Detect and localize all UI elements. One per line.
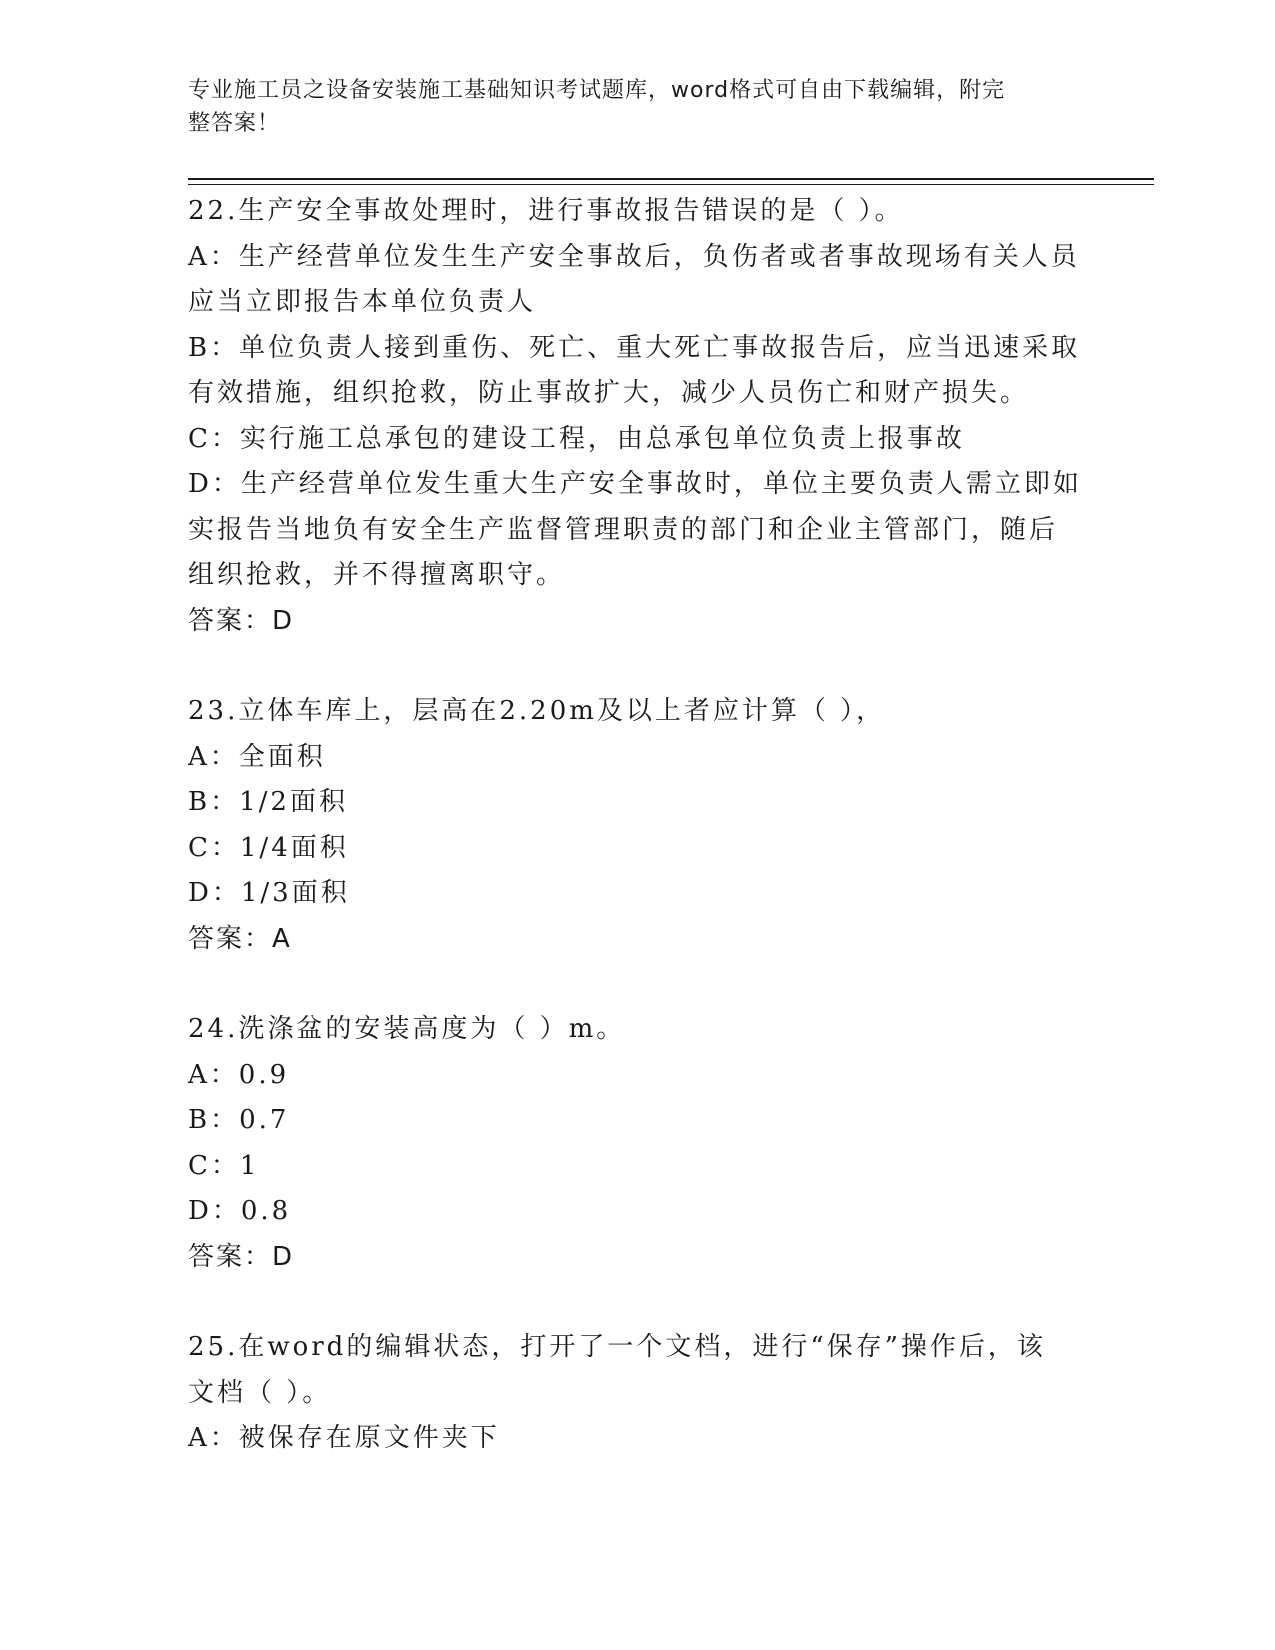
question-22 [188, 189, 1088, 644]
option-text: A：0.9 [188, 1059, 290, 1090]
option-text: 组织抢救，并不得擅离职守。 [188, 560, 566, 590]
answer-line: 答案：D [188, 1241, 295, 1272]
question-stem: 24.洗涤盆的安装高度为（ ）m。 [188, 1014, 626, 1044]
option-text: 实报告当地负有安全生产监督管理职责的部门和企业主管部门，随后 [188, 514, 1059, 545]
option-text: D：1/3面积 [188, 878, 350, 908]
option-text: 有效措施，组织抢救，防止事故扩大，减少人员伤亡和财产损失。 [188, 378, 1030, 408]
option-text: B：单位负责人接到重伤、死亡、重大死亡事故报告后，应当迅速采取 [188, 332, 1081, 363]
question-stem-continued: 文档（ ）。 [188, 1377, 332, 1408]
question-stem: 25.在word的编辑状态，打开了一个文档，进行“保存”操作后，该 [188, 1332, 1046, 1362]
question-stem: 23.立体车库上，层高在2.20m及以上者应计算（ ）， [188, 696, 886, 726]
option-text: D：生产经营单位发生重大生产安全事故时，单位主要负责人需立即如 [188, 469, 1082, 499]
answer-line: 答案：A [188, 923, 292, 954]
option-text: B：0.7 [188, 1105, 290, 1135]
question-25 [188, 1325, 1088, 1462]
option-text: C：1 [188, 1150, 260, 1181]
answer-line: 答案：D [188, 605, 295, 636]
option-text: A：生产经营单位发生生产安全事故后，负伤者或者事故现场有关人员 [188, 241, 1080, 272]
header-divider-thin [188, 184, 1154, 185]
question-24 [188, 1007, 1088, 1280]
option-text: A：全面积 [188, 741, 326, 772]
document-header [188, 74, 1068, 140]
option-text: C：1/4面积 [188, 832, 349, 863]
question-list [188, 189, 1088, 1507]
option-text: B：1/2面积 [188, 787, 348, 817]
option-text: A：被保存在原文件夹下 [188, 1423, 500, 1453]
option-text: 应当立即报告本单位负责人 [188, 287, 537, 317]
header-line: 专业施工员之设备安装施工基础知识考试题库，word格式可自由下载编辑，附完 [188, 78, 1006, 103]
question-stem: 22.生产安全事故处理时，进行事故报告错误的是（ ）。 [188, 196, 904, 226]
option-text: C：实行施工总承包的建设工程，由总承包单位负责上报事故 [188, 423, 965, 454]
option-text: D：0.8 [188, 1196, 292, 1226]
question-23 [188, 689, 1088, 962]
header-line: 整答案！ [188, 111, 281, 136]
header-divider-thick [188, 178, 1154, 180]
